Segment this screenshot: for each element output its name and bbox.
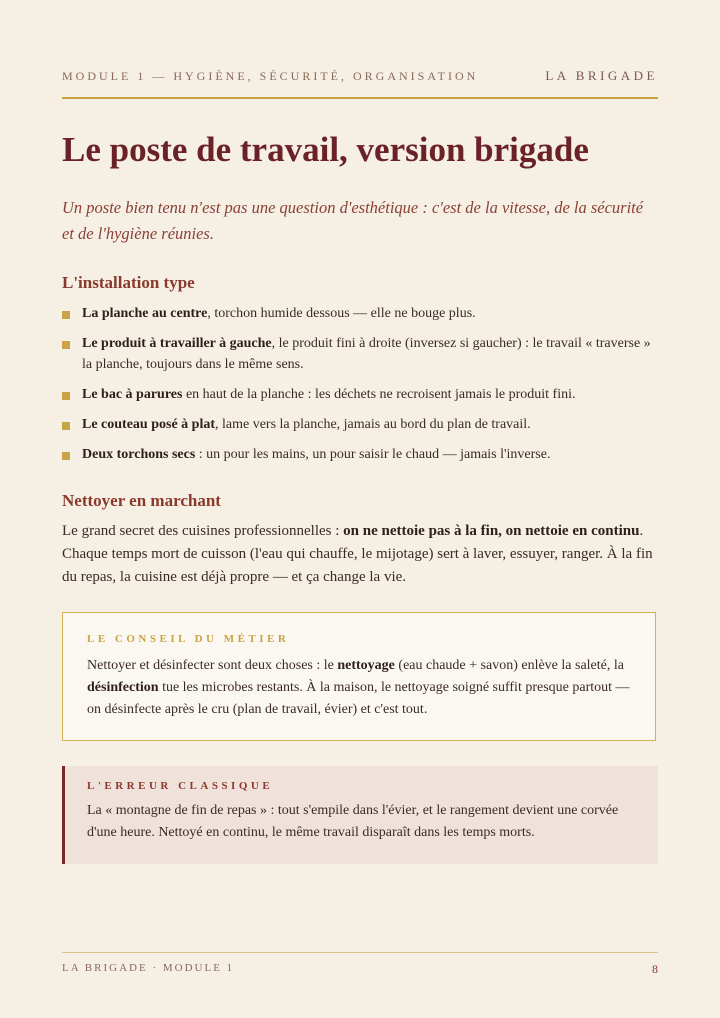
mistake-box [62,766,658,864]
bullet-square-icon [62,392,70,400]
item-text: : un pour les mains, un pour saisir le chaud — jamais l'inverse. [195,447,551,462]
mistake-text: La « montagne de fin de repas » : tout s'empile dans l'évier, et le rangement devient une corvée d'une heure. Nettoyé en continu, le même travail disparaît dans les temps morts. [87,803,619,840]
page [62,0,658,1018]
para-text: Le grand secret des cuisines professionnelles : [62,523,344,539]
tip-label: LE CONSEIL DU MÉTIER [87,633,290,645]
section-heading-installation: L'installation type [62,273,195,292]
list-item [62,333,658,375]
tip-text-part: (eau chaude + savon) enlève la saleté, la [394,658,624,673]
item-bold: Le bac à parures [82,387,183,402]
tip-text-part: tue les microbes restants. À la maison, le nettoyage soigné suffit presque partout — on désinfecte après le cru (plan de travail, évier) et c'est tout. [87,680,630,717]
lede: Un poste bien tenu n'est pas une question d'esthétique : c'est de la vitesse, de la sécurité et de l'hygiène réunies. [62,198,644,243]
mistake-label: L'ERREUR CLASSIQUE [87,780,274,792]
section-heading-cleaning: Nettoyer en marchant [62,491,221,510]
item-text: , torchon humide dessous — elle ne bouge plus. [207,306,476,321]
page-title: Le poste de travail, version brigade [62,130,589,169]
running-header [62,68,658,84]
module-label: MODULE 1 — HYGIÈNE, SÉCURITÉ, ORGANISATION [62,69,479,83]
header-divider [62,97,658,99]
item-text: , lame vers la planche, jamais au bord du plan de travail. [215,417,531,432]
item-bold: La planche au centre [82,306,208,321]
list-item [62,384,658,405]
item-bold: Deux torchons secs [82,447,196,462]
list-item [62,303,658,324]
tip-text [87,655,631,721]
footer-label: LA BRIGADE · MODULE 1 [62,962,235,974]
bullet-square-icon [62,311,70,319]
footer-divider [62,952,658,953]
para-bold: on ne nettoie pas à la fin, on nettoie en continu [343,523,640,539]
list-item [62,444,658,465]
item-bold: Le couteau posé à plat [82,417,215,432]
item-bold: Le produit à travailler à gauche [82,336,272,351]
brand-label: LA BRIGADE [545,68,658,83]
item-text: , le produit fini à droite (inversez si gaucher) : le travail « traverse » la planche, toujours dans le même sens. [82,336,651,372]
footer [62,962,658,977]
page-number: 8 [652,962,658,976]
installation-list [62,303,658,465]
item-text: en haut de la planche : les déchets ne recroisent jamais le produit fini. [182,387,576,402]
bullet-square-icon [62,452,70,460]
tip-box [62,612,656,741]
tip-text-part: Nettoyer et désinfecter sont deux choses : le [87,658,338,673]
tip-bold: nettoyage [337,658,395,673]
bullet-square-icon [62,341,70,349]
bullet-square-icon [62,422,70,430]
list-item [62,414,658,435]
para-text: . Chaque temps mort de cuisson (l'eau qui chauffe, le mijotage) sert à laver, essuyer, ranger. À la fin du repas, la cuisine est déjà propre — et ça change la vie. [62,523,653,585]
cleaning-paragraph [62,520,658,589]
tip-bold: désinfection [87,680,159,695]
